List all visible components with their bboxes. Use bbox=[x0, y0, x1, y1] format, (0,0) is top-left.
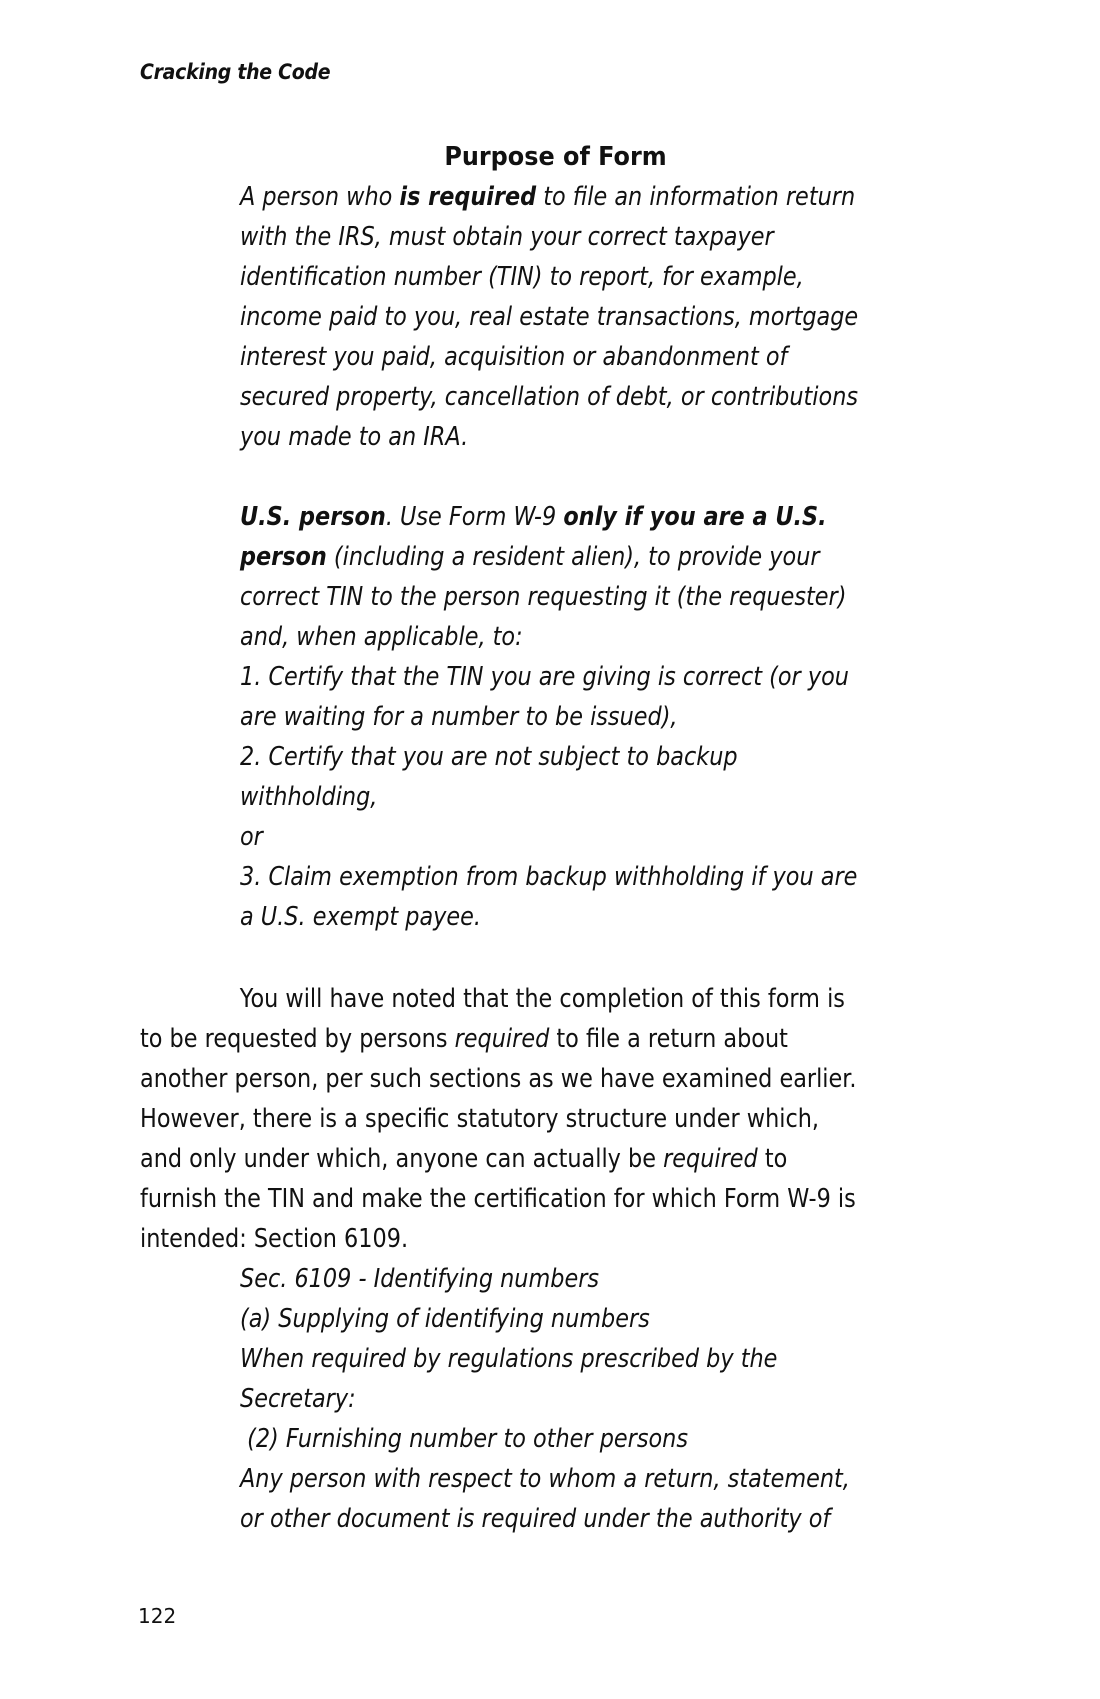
statute-line: Secretary: bbox=[240, 1384, 356, 1414]
purpose-line: secured property, cancellation of debt, or contributions bbox=[240, 382, 859, 412]
emphasis-only-if: only if you are a U.S. bbox=[563, 502, 827, 532]
running-header: Cracking the Code bbox=[140, 60, 331, 84]
purpose-paragraph bbox=[240, 177, 959, 457]
list-item: withholding, bbox=[240, 782, 378, 812]
statute-line: When required by regulations prescribed by the bbox=[240, 1344, 778, 1374]
text-run: to file a return about bbox=[549, 1024, 788, 1054]
emphasis-is-required: is required bbox=[399, 182, 537, 212]
statute-line: Sec. 6109 - Identifying numbers bbox=[240, 1264, 600, 1294]
statute-line: (2) Furnishing number to other persons bbox=[240, 1424, 689, 1454]
us-person-line: correct TIN to the person requesting it (the requester) bbox=[240, 582, 847, 612]
purpose-line: income paid to you, real estate transactions, mortgage bbox=[240, 302, 859, 332]
body-line bbox=[140, 1019, 857, 1059]
body-line: intended: Section 6109. bbox=[140, 1224, 409, 1254]
us-person-line bbox=[240, 537, 857, 577]
statute-quote bbox=[240, 1259, 949, 1539]
text-run: (including a resident alien), to provide your bbox=[326, 542, 820, 572]
list-item: a U.S. exempt payee. bbox=[240, 902, 482, 932]
text-run: A person who bbox=[240, 182, 400, 212]
us-person-line bbox=[240, 497, 857, 537]
us-person-line: and, when applicable, to: bbox=[240, 622, 523, 652]
purpose-line bbox=[240, 177, 858, 217]
statute-line: or other document is required under the authority of bbox=[240, 1504, 831, 1534]
body-line: However, there is a specific statutory structure under which, bbox=[140, 1104, 820, 1134]
text-run: to bbox=[757, 1144, 788, 1174]
purpose-line: you made to an IRA. bbox=[240, 422, 469, 452]
body-line: another person, per such sections as we have examined earlier. bbox=[140, 1064, 857, 1094]
body-line bbox=[140, 1139, 857, 1179]
emphasis-us-person: U.S. person bbox=[240, 502, 386, 532]
list-item: are waiting for a number to be issued), bbox=[240, 702, 678, 732]
list-item: 1. Certify that the TIN you are giving is correct (or you bbox=[240, 662, 849, 692]
commentary-paragraph bbox=[140, 979, 973, 1259]
us-person-paragraph bbox=[240, 497, 958, 937]
statute-line: (a) Supplying of identifying numbers bbox=[240, 1304, 650, 1334]
text-run: to file an information return bbox=[536, 182, 856, 212]
purpose-line: interest you paid, acquisition or abandonment of bbox=[240, 342, 788, 372]
list-item: 2. Certify that you are not subject to backup bbox=[240, 742, 738, 772]
section-title: Purpose of Form bbox=[444, 142, 667, 172]
emphasis-required: required bbox=[663, 1144, 758, 1174]
text-run: and only under which, anyone can actually be bbox=[140, 1144, 664, 1174]
emphasis-required: required bbox=[454, 1024, 550, 1054]
body-line: furnish the TIN and make the certification for which Form W-9 is bbox=[140, 1184, 856, 1214]
emphasis-person: person bbox=[240, 542, 327, 572]
purpose-line: with the IRS, must obtain your correct taxpayer bbox=[240, 222, 774, 252]
statute-line: Any person with respect to whom a return, statement, bbox=[240, 1464, 850, 1494]
list-item: 3. Claim exemption from backup withholding if you are bbox=[240, 862, 858, 892]
text-run: to be requested by persons bbox=[140, 1024, 455, 1054]
purpose-line: identification number (TIN) to report, for example, bbox=[240, 262, 804, 292]
body-line: You will have noted that the completion of this form is bbox=[239, 984, 845, 1014]
list-item: or bbox=[240, 822, 263, 852]
text-run: . Use Form W-9 bbox=[385, 502, 564, 532]
page-number: 122 bbox=[138, 1604, 177, 1628]
